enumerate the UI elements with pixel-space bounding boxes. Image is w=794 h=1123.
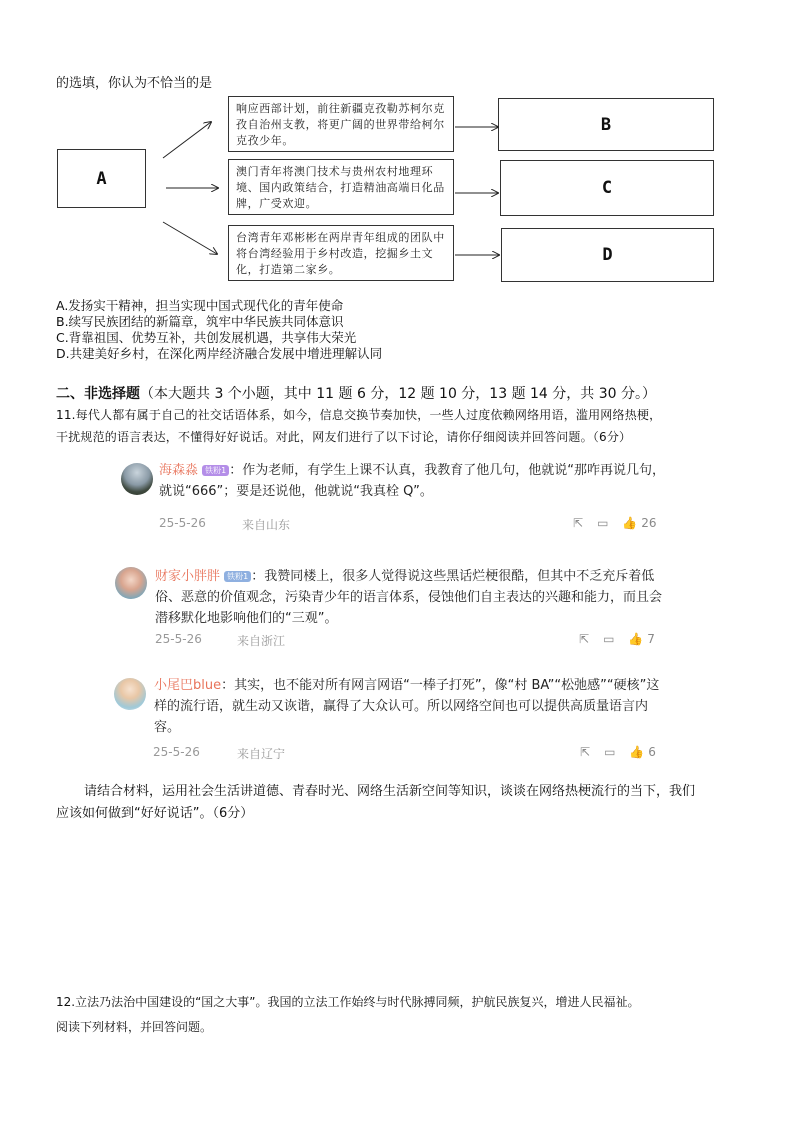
comment-card — [113, 563, 675, 653]
like-button[interactable] — [628, 632, 654, 646]
fan-badge: 铁粉1 — [224, 571, 251, 582]
diagram-box-a: A — [57, 149, 146, 208]
diagram-middle-box-3: 台湾青年邓彬彬在两岸青年组成的团队中将台湾经验用于乡村改造，挖掘乡土文化，打造第二家乡。 — [228, 225, 454, 281]
diagram-box-d: D — [501, 228, 714, 282]
diagram-middle-box-1: 响应西部计划，前往新疆克孜勒苏柯尔克孜自治州支教，将更广阔的世界带给柯尔克孜少年。 — [228, 96, 454, 152]
comment-date: 25-5-26 — [159, 516, 206, 530]
comment-author[interactable]: 财家小胖胖 — [155, 569, 221, 584]
diagram-box-c: C — [500, 160, 714, 216]
option-d: D.共建美好乡村，在深化两岸经济融合发展中增进理解认同 — [56, 346, 383, 361]
comment-author[interactable]: 海森淼 — [159, 463, 199, 478]
thumbs-up-icon: 👍 — [629, 745, 645, 759]
q11-line1: 11.每代人都有属于自己的社交话语体系，如今，信息交换节奏加快，一些人过度依赖网络用语，滥用网络热梗， — [56, 408, 662, 422]
thumbs-up-icon: 👍 — [628, 632, 644, 646]
comment-author[interactable]: 小尾巴blue — [154, 678, 222, 693]
comment-card — [112, 674, 674, 766]
comment-icon[interactable]: ▭ — [597, 516, 609, 530]
like-count: 26 — [641, 516, 657, 530]
section-heading — [56, 383, 656, 403]
comment-text — [155, 566, 670, 629]
comment-location: 来自辽宁 — [237, 747, 286, 761]
option-a: A.发扬实干精神，担当实现中国式现代化的青年使命 — [56, 298, 344, 313]
like-button[interactable] — [622, 516, 656, 530]
comment-text — [154, 675, 669, 738]
intro-line: 的选填，你认为不恰当的是 — [56, 76, 213, 91]
section-note: （本大题共 3 个小题，其中 11 题 6 分，12 题 10 分，13 题 14 分，共 30 分。） — [140, 386, 657, 402]
diagram-middle-box-2: 澳门青年将澳门技术与贵州农村地理环境、国内政策结合，打造精油高端日化品牌，广受欢迎。 — [228, 159, 454, 215]
comment-location: 来自浙江 — [237, 634, 286, 648]
option-c: C.背靠祖国、优势互补，共创发展机遇，共享伟大荣光 — [56, 330, 357, 345]
comment-icon[interactable]: ▭ — [603, 632, 615, 646]
fan-badge: 铁粉1 — [202, 465, 229, 476]
section-title: 二、非选择题 — [56, 386, 140, 402]
like-button[interactable] — [629, 745, 655, 759]
option-b: B.续写民族团结的新篇章，筑牢中华民族共同体意识 — [56, 314, 344, 329]
avatar[interactable] — [114, 678, 146, 710]
q11-task-line2: 应该如何做到“好好说话”。（6分） — [56, 806, 254, 821]
diagram-box-b: B — [498, 98, 714, 151]
avatar[interactable] — [115, 567, 147, 599]
comment-body: ：我赞同楼上，很多人觉得说这些黑话烂梗很酷，但其中不乏充斥着低俗、恶意的价值观念，污染青少年的语言体系，侵蚀他们自主表达的兴趣和能力，而且会潜移默化地影响他们的“三观”。 — [155, 569, 663, 626]
like-count: 7 — [647, 632, 655, 646]
avatar[interactable] — [121, 463, 153, 495]
q12-line2: 阅读下列材料，并回答问题。 — [56, 1020, 213, 1034]
q12-line1: 12.立法乃法治中国建设的“国之大事”。我国的立法工作始终与时代脉搏同频，护航民族复兴，增进人民福祉。 — [56, 995, 640, 1009]
like-count: 6 — [648, 745, 656, 759]
q11-line2: 干扰规范的语言表达，不懂得好好说话。对此，网友们进行了以下讨论，请你仔细阅读并回答问题。（6分） — [56, 430, 632, 444]
arrow-a-to-3 — [163, 222, 217, 254]
comment-location: 来自山东 — [242, 518, 291, 532]
comment-date: 25-5-26 — [155, 632, 202, 646]
share-icon[interactable]: ⇱ — [579, 632, 590, 646]
share-icon[interactable]: ⇱ — [580, 745, 591, 759]
share-icon[interactable]: ⇱ — [573, 516, 584, 530]
comment-body: ：其实，也不能对所有网言网语“一棒子打死”，像“村 BA”“松弛感”“硬核”这样的流行语，就生动又诙谐，赢得了大众认可。所以网络空间也可以提供高质量语言内容。 — [154, 678, 660, 735]
thumbs-up-icon: 👍 — [622, 516, 638, 530]
diagram-arrows — [0, 0, 794, 300]
comment-text — [159, 460, 674, 502]
comment-icon[interactable]: ▭ — [604, 745, 616, 759]
arrow-a-to-1 — [163, 122, 211, 158]
q11-task-line1: 请结合材料，运用社会生活讲道德、青春时光、网络生活新空间等知识，谈谈在网络热梗流行的当下，我们 — [84, 784, 696, 799]
comment-body: ：作为老师，有学生上课不认真，我教育了他几句，他就说“那咋再说几句，就说“666”；要是还说他，他就说“我真栓 Q”。 — [159, 463, 665, 499]
comment-card — [118, 456, 680, 544]
comment-date: 25-5-26 — [153, 745, 200, 759]
